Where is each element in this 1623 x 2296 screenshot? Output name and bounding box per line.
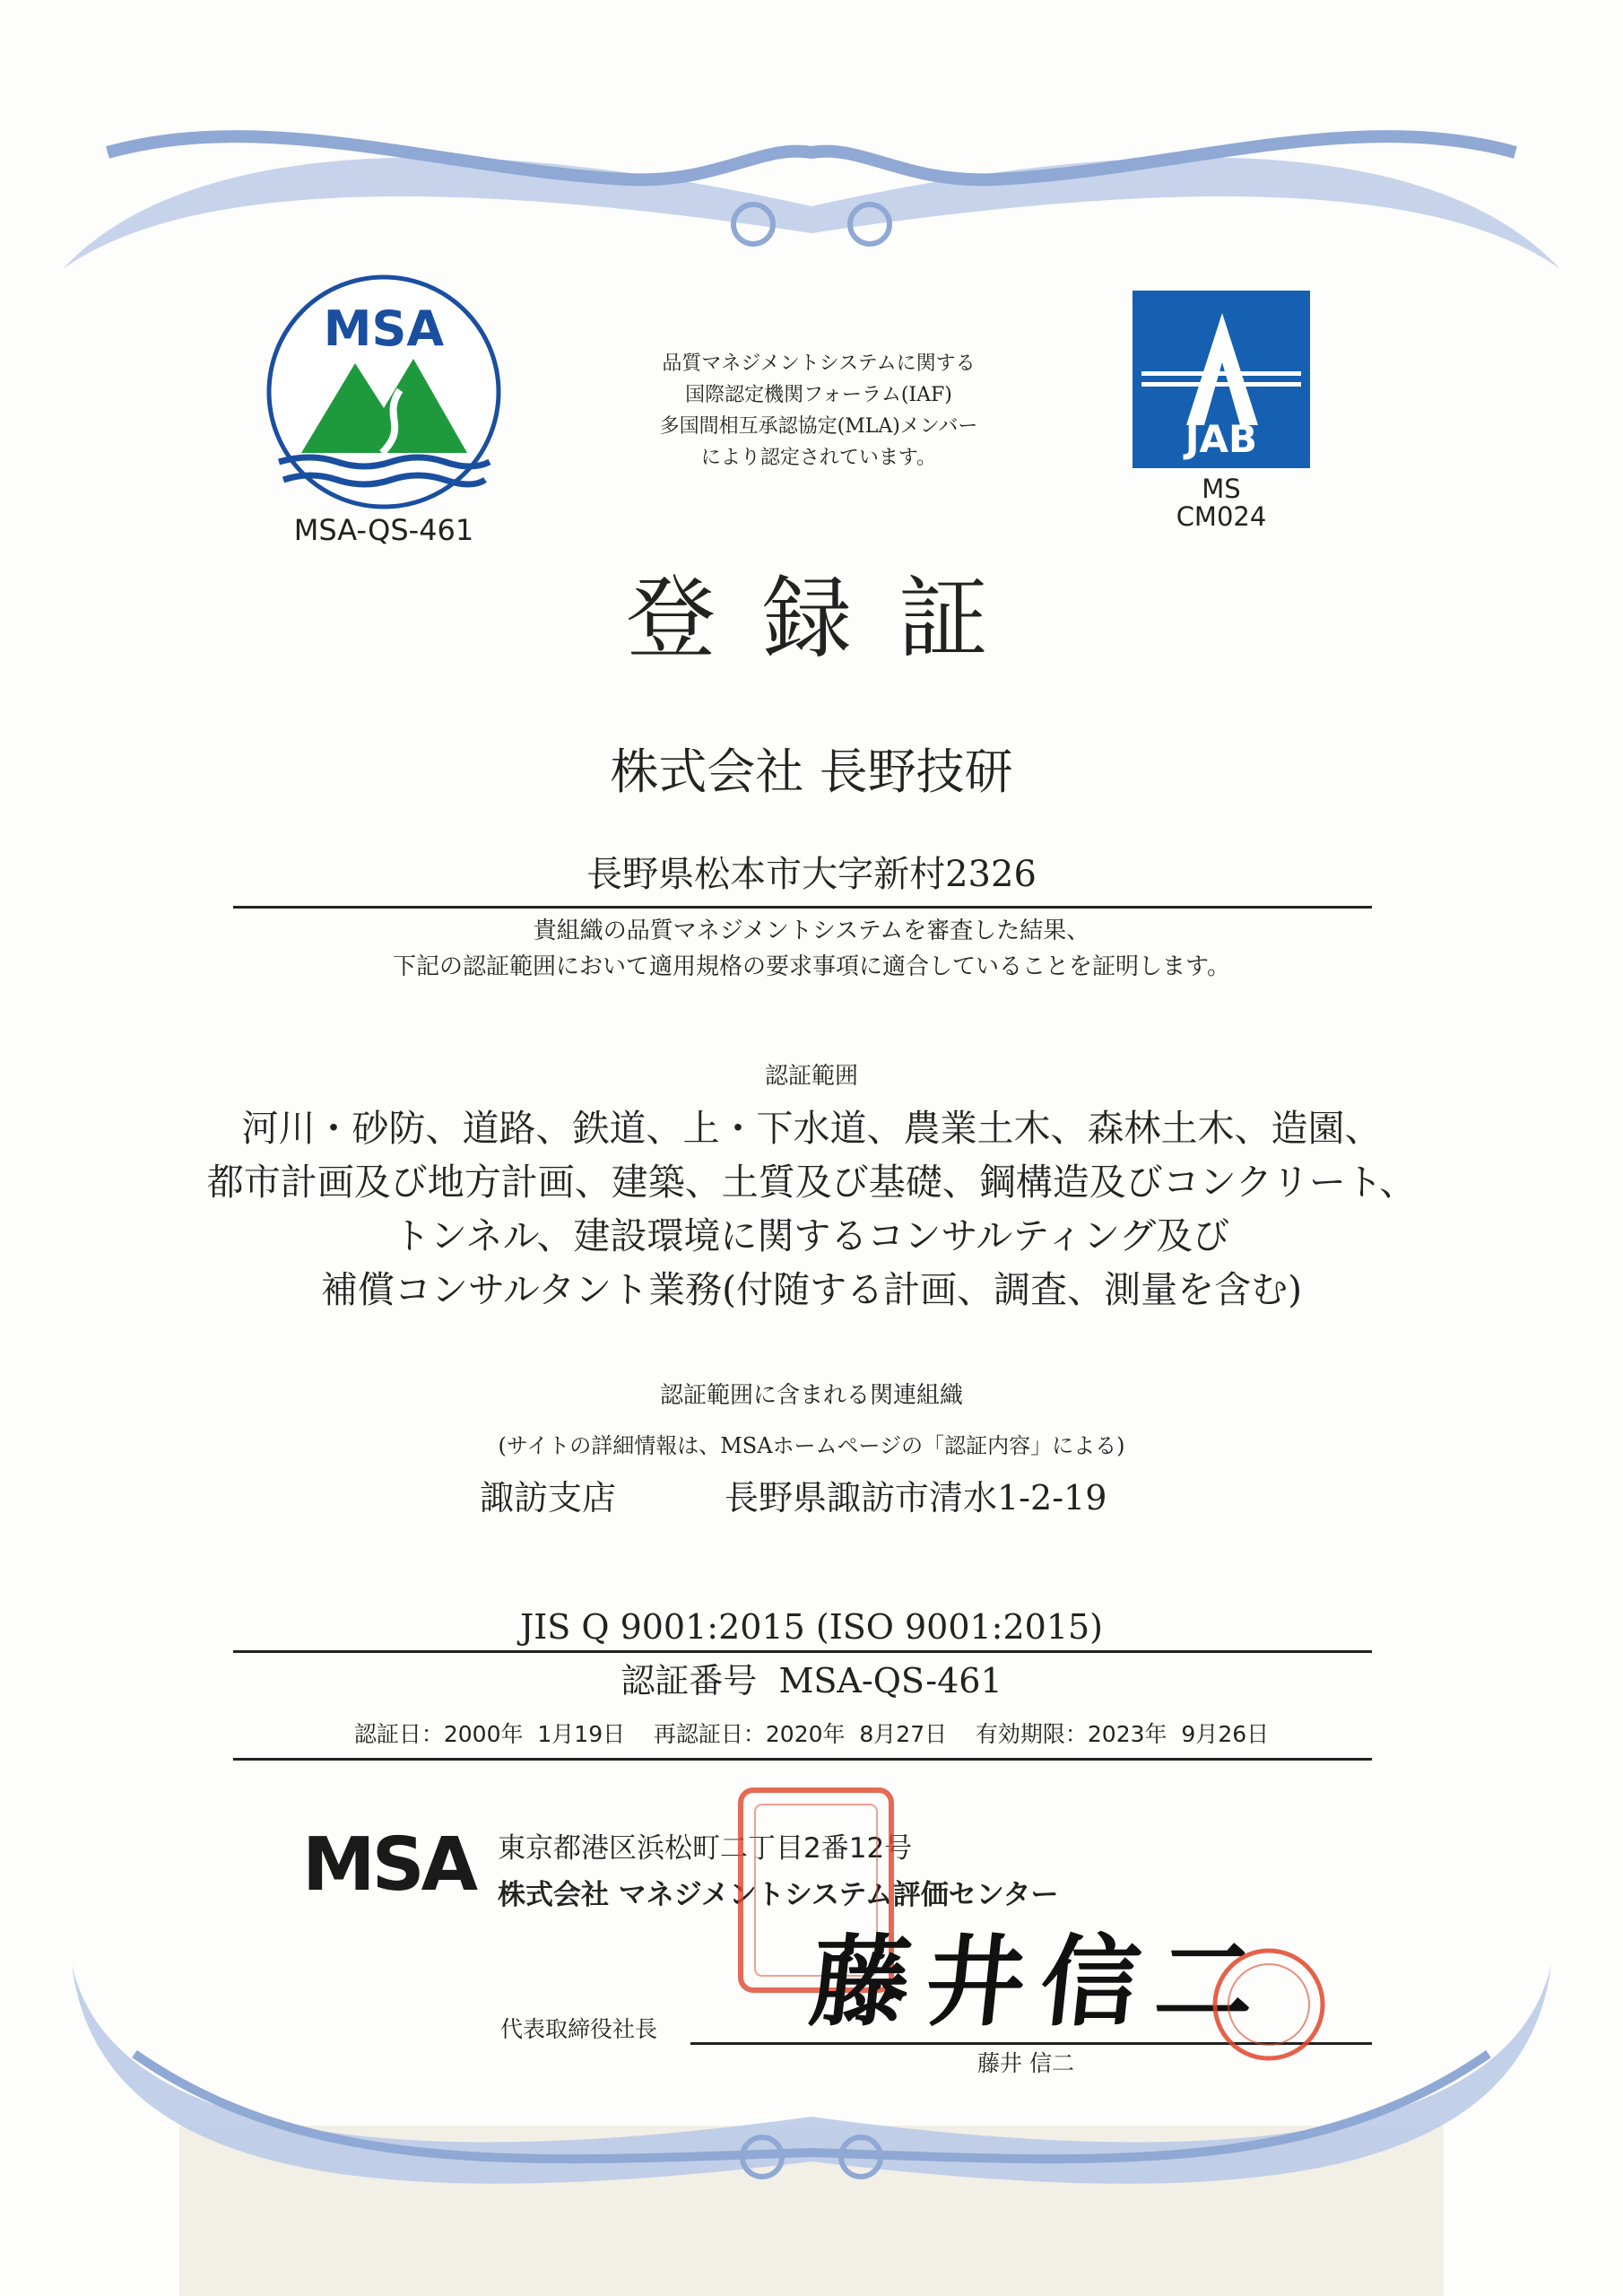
divider — [233, 1650, 1372, 1653]
jab-code-line: CM024 — [1176, 501, 1267, 532]
iaf-line: 多国間相互承認協定(MLA)メンバー — [659, 415, 978, 438]
scope-label: 認証範囲 — [764, 1063, 858, 1090]
company-name: 株式会社 長野技研 — [610, 744, 1013, 800]
representative-seal — [1211, 1946, 1327, 2063]
svg-text:MSA: MSA — [323, 300, 445, 357]
scope-line: 補償コンサルタント業務(付随する計画、調査、測量を含む) — [320, 1268, 1303, 1311]
signature: 藤井信二 — [805, 1924, 1277, 2039]
jab-logo — [1133, 291, 1310, 468]
related-label: 認証範囲に含まれる関連組織 — [659, 1382, 963, 1409]
related-site-name: 諏訪支店 — [480, 1478, 617, 1518]
scope-line: 河川・砂防、道路、鉄道、上・下水道、農業土木、森林土木、造園、 — [241, 1107, 1382, 1150]
scope — [0, 1101, 1623, 1317]
company-address: 長野県松本市大字新村2326 — [586, 854, 1037, 895]
statement-line: 貴組織の品質マネジメントシステムを審査した結果、 — [533, 918, 1090, 944]
divider — [233, 1758, 1372, 1761]
svg-text:JAB: JAB — [1185, 417, 1258, 461]
issuer-address: 東京都港区浜松町二丁目2番12号 — [498, 1832, 913, 1865]
standard: JIS Q 9001:2015 (ISO 9001:2015) — [519, 1607, 1104, 1647]
iaf-statement — [550, 348, 1088, 474]
top-ornament — [0, 0, 1623, 305]
jab-code — [1133, 475, 1310, 531]
certificate-title: 登 録 証 — [626, 566, 997, 671]
jab-code-line: MS — [1202, 474, 1241, 504]
related-note: (サイトの詳細情報は、MSAホームページの「認証内容」による) — [498, 1433, 1125, 1458]
scope-line: トンネル、建設環境に関するコンサルティング及び — [393, 1214, 1230, 1257]
scope-line: 都市計画及び地方計画、建築、土質及び基礎、鋼構造及びコンクリート、 — [206, 1161, 1417, 1204]
related-site-address: 長野県諏訪市清水1-2-19 — [725, 1478, 1107, 1518]
statement-line: 下記の認証範囲において適用規格の要求事項に適合していることを証明します。 — [393, 953, 1230, 980]
issuer-name: 株式会社 マネジメントシステム評価センター — [498, 1879, 1059, 1911]
iaf-line: 品質マネジメントシステムに関する — [662, 352, 976, 375]
certificate-number: 認証番号 MSA-QS-461 — [621, 1661, 1002, 1700]
signer-position: 代表取締役社長 — [500, 2016, 658, 2042]
statement — [0, 913, 1623, 985]
divider — [233, 906, 1372, 909]
signer-name: 藤井 信二 — [977, 2050, 1074, 2076]
msa-code: MSA-QS-461 — [293, 513, 474, 547]
iaf-line: 国際認定機関フォーラム(IAF) — [685, 384, 952, 406]
msa-accreditation-logo — [265, 274, 502, 510]
issuer-logo: MSA — [302, 1822, 475, 1908]
iaf-line: により認定されています。 — [700, 447, 937, 469]
certificate-dates: 認証日：2000年 1月19日 再認証日：2020年 8月27日 有効期限：2023年 9月26日 — [353, 1721, 1270, 1747]
